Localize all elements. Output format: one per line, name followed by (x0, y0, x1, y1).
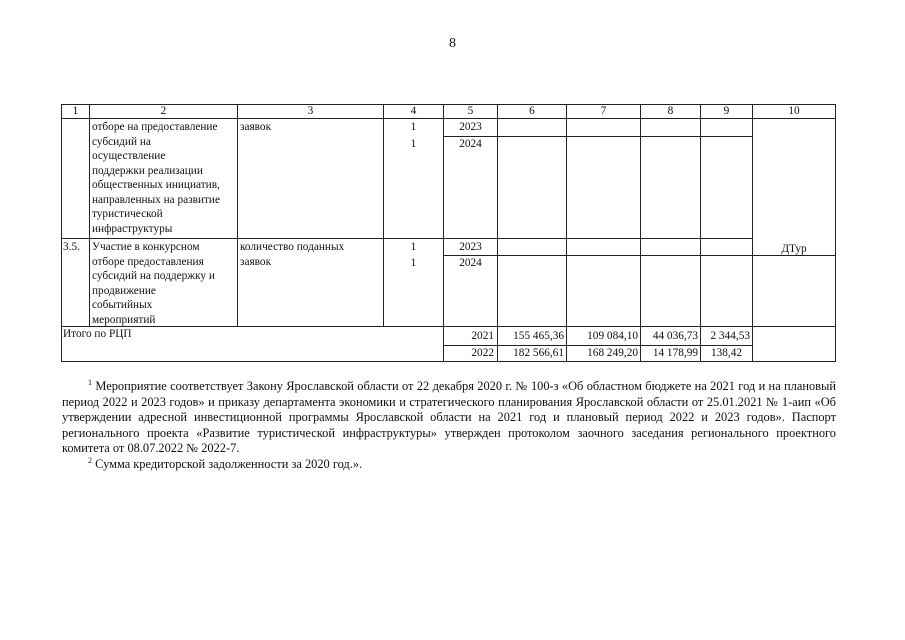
event-number: 3.5. (63, 241, 80, 253)
total-value: 182 566,61 (513, 347, 564, 359)
indicator-name: заявок (240, 121, 272, 133)
total-year: 2021 (471, 330, 494, 342)
indicator-value: 1 (410, 121, 417, 133)
total-label: Итого по РЦП (63, 328, 132, 340)
year: 2024 (459, 257, 482, 269)
column-header: 1 (72, 105, 79, 117)
footnote-text: Сумма кредиторской задолженности за 2020 год.». (95, 456, 363, 471)
executor: ДТур (781, 243, 807, 255)
table-rule (61, 238, 752, 239)
table-rule (89, 104, 90, 327)
total-value: 44 036,73 (652, 330, 698, 342)
column-header: 8 (667, 105, 674, 117)
total-value: 155 465,36 (513, 330, 564, 342)
column-header: 2 (160, 105, 167, 117)
column-header: 7 (600, 105, 607, 117)
page-number: 8 (449, 36, 456, 51)
footnotes (62, 379, 836, 473)
year: 2024 (459, 138, 482, 150)
footnote-text: Мероприятие соответствует Закону Ярославской области от 22 декабря 2020 г. № 100-з «Об областном бюджете на 2021 год и на плановый период 2022 и 2023 годов» и приказу департамента экономики и стратегического планирования Ярославской области от 25.01.2021 № 1-аип «Об утверждении адресной инвестиционной программы Ярославской области на 2021 год и плановый период 2022 и 2023 годов». Паспорт регионального проекта «Развитие туристической инфраструктуры» утвержден протоколом заочного заседания регионального проектного комитета от 08.07.2022 № 2022-7. (62, 379, 836, 456)
column-header: 10 (788, 105, 800, 117)
total-value: 14 178,99 (652, 347, 698, 359)
event-name: отборе на предоставление субсидий на осуществление поддержки реализации общественных инициатив, направленных на развитие туристической инфраструктуры (92, 121, 220, 235)
column-header: 3 (307, 105, 314, 117)
table-rule (752, 104, 753, 362)
indicator-value: 1 (410, 241, 417, 253)
table-rule (835, 104, 836, 362)
column-header: 5 (467, 105, 474, 117)
table-rule (640, 104, 641, 362)
total-value: 138,42 (710, 347, 743, 359)
indicator-value: 1 (410, 138, 417, 150)
table-rule (61, 104, 62, 362)
footnote-mark: 2 (88, 455, 92, 465)
total-year: 2022 (471, 347, 494, 359)
column-header: 6 (529, 105, 535, 117)
footnote-1 (62, 379, 836, 457)
table-rule (700, 104, 701, 362)
indicator-name: количество поданных заявок (240, 241, 345, 268)
total-value: 168 249,20 (587, 347, 638, 359)
column-header: 4 (410, 105, 417, 117)
column-header: 9 (723, 105, 730, 117)
event-name: Участие в конкурсном отборе предоставления субсидий на поддержку и продвижение событийных мероприятий (92, 241, 215, 326)
total-value: 109 084,10 (587, 330, 638, 342)
year: 2023 (459, 241, 482, 253)
footnote-2 (62, 457, 836, 473)
table-rule (61, 361, 835, 362)
total-value: 2 344,53 (710, 330, 750, 342)
footnote-mark: 1 (88, 377, 92, 387)
table-rule (497, 104, 498, 362)
indicator-value: 1 (410, 257, 417, 269)
year: 2023 (459, 121, 482, 133)
table-rule (566, 104, 567, 362)
